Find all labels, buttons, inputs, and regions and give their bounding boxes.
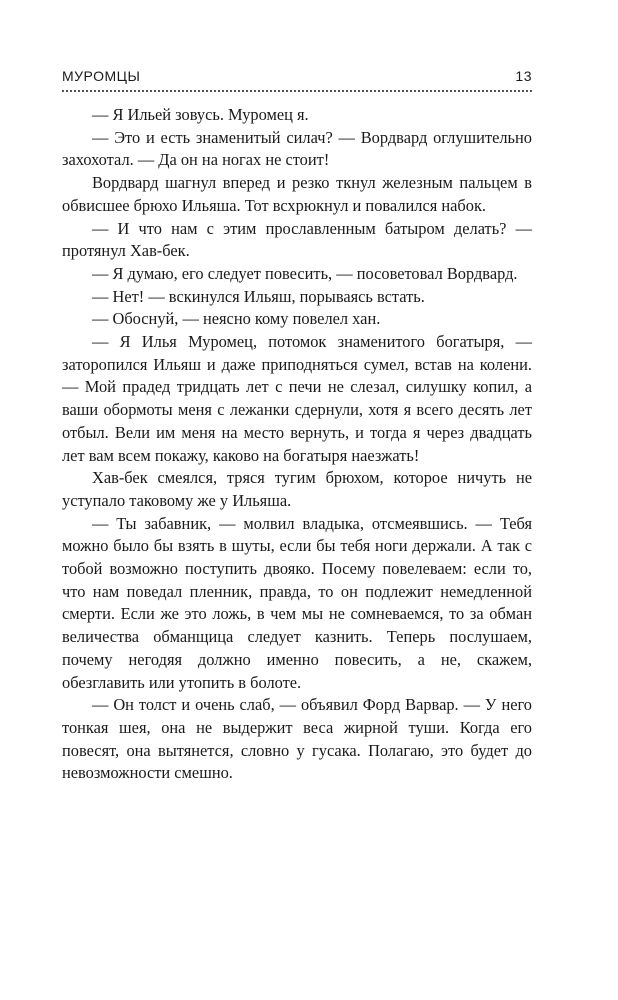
paragraph: — Это и есть знаменитый силач? — Вордвард оглушительно захохотал. — Да он на ногах не стоит!: [62, 127, 532, 170]
paragraph: Вордвард шагнул вперед и резко ткнул железным пальцем в обвисшее брюхо Ильяша. Тот всхрюкнул и повалился набок.: [62, 173, 532, 215]
paragraph: — И что нам с этим прославленным батыром делать? — протянул Хав-бек.: [62, 218, 532, 261]
paragraph: — Обоснуй, — неясно кому повелел хан.: [92, 309, 381, 329]
paragraph: — Я Ильей зовусь. Муромец я.: [92, 105, 309, 124]
paragraph: — Нет! — вскинулся Ильяш, порываясь встать.: [92, 286, 425, 306]
paragraph: — Я Илья Муромец, потомок знаменитого богатыря, — заторопился Ильяш и даже приподняться сумел, встав на колени. — Мой прадед тридцать лет с печи не слезал, силушку копил, а ваши обормоты меня с лежанки сдернули, хотя я всего десять лет отбыл. Вели им меня на место вернуть, и тогда я через двадцать лет вам всем покажу, каково на богатыря наезжать!: [62, 332, 532, 465]
paragraph: Хав-бек смеялся, тряся тугим брюхом, которое ничуть не уступало таковому же у Ильяша.: [62, 468, 532, 510]
running-header: [62, 68, 532, 88]
paragraph: — Ты забавник, — молвил владыка, отсмеявшись. — Тебя можно было бы взять в шуты, если бы тебя ноги держали. А так с тобой возможно поступить двояко. Посему повелеваем: если то, что нам поведал пленник, правда, то он подлежит немедленной смерти. Если же это ложь, в чем мы не сомневаемся, то за обман величества обманщица следует казнить. Теперь послушаем, почему негодяя должно именно повесить, а не, скажем, обезглавить или утопить в болоте.: [62, 513, 532, 692]
page-number: 13: [515, 68, 532, 84]
running-title: МУРОМЦЫ: [62, 68, 141, 84]
header-divider: [62, 90, 532, 92]
body-text: [62, 104, 532, 785]
book-page: [62, 0, 532, 1000]
paragraph: — Я думаю, его следует повесить, — посоветовал Вордвард.: [92, 263, 518, 283]
paragraph: — Он толст и очень слаб, — объявил Форд Варвар. — У него тонкая шея, она не выдержит веса жирной туши. Когда его повесят, она вытянется, словно у гусака. Полагаю, это будет до невозможности смешно.: [62, 695, 532, 783]
